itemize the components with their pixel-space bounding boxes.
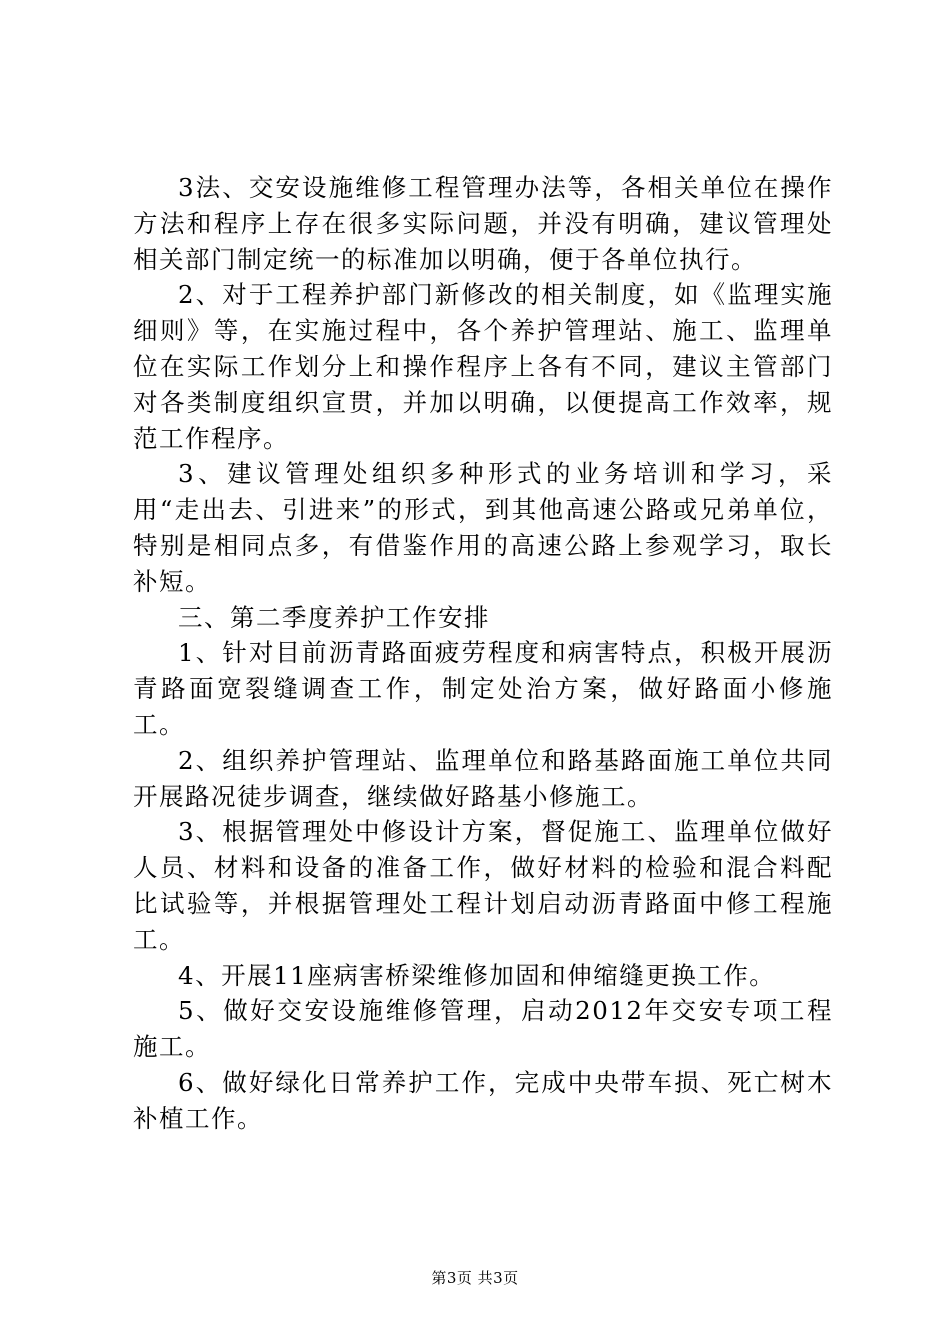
paragraph-bridge-repair: 4、开展11座病害桥梁维修加固和伸缩缝更换工作。 <box>178 960 776 990</box>
document-body <box>133 170 833 1137</box>
paragraph-greening: 6、做好绿化日常养护工作，完成中央带车损、死亡树木补植工作。 <box>133 1067 833 1133</box>
paragraph-asphalt-crack-survey: 1、针对目前沥青路面疲劳程度和病害特点，积极开展沥青路面宽裂缝调查工作，制定处治方案，做好路面小修施工。 <box>133 638 833 739</box>
paragraph-mid-repair-plan: 3、根据管理处中修设计方案，督促施工、监理单位做好人员、材料和设备的准备工作，做好材料的检验和混合料配比试验等，并根据管理处工程计划启动沥青路面中修工程施工。 <box>133 817 833 954</box>
paragraph-traffic-safety: 5、做好交安设施维修管理，启动2012年交安专项工程施工。 <box>133 996 833 1062</box>
paragraph-management-measures: 3法、交安设施维修工程管理办法等，各相关单位在操作方法和程序上存在很多实际问题，并没有明确，建议管理处相关部门制定统一的标准加以明确，便于各单位执行。 <box>133 173 833 274</box>
paragraph-training-suggestion: 3、建议管理处组织多种形式的业务培训和学习，采用“走出去、引进来”的形式，到其他高速公路或兄弟单位，特别是相同点多，有借鉴作用的高速公路上参观学习，取长补短。 <box>133 459 833 596</box>
page-number-footer: 第3页 共3页 <box>431 1269 519 1287</box>
paragraph-new-regulations: 2、对于工程养护部门新修改的相关制度，如《监理实施细则》等，在实施过程中，各个养护管理站、施工、监理单位在实际工作划分上和操作程序上各有不同，建议主管部门对各类制度组织宣贯，并加以明确，以便提高工作效率，规范工作程序。 <box>133 280 833 453</box>
paragraph-road-survey: 2、组织养护管理站、监理单位和路基路面施工单位共同开展路况徒步调查，继续做好路基小修施工。 <box>133 745 833 811</box>
section-heading-q2-plan: 三、第二季度养护工作安排 <box>178 602 490 632</box>
